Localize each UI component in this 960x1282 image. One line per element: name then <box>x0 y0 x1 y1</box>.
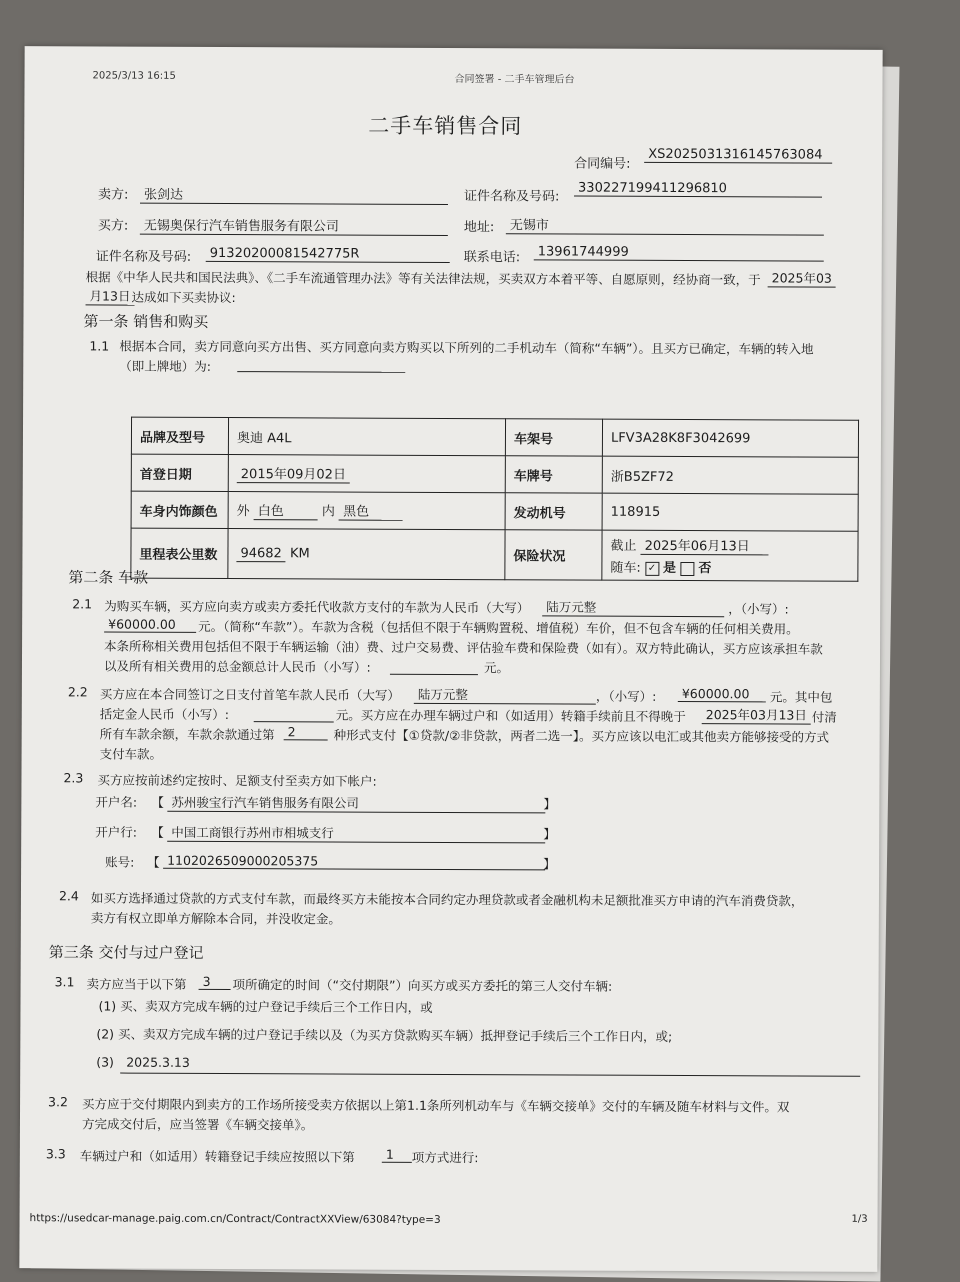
clause-2-1-number: 2.1 <box>72 596 93 612</box>
mileage-label: 里程表公里数 <box>131 528 228 578</box>
clause-2-1-amount-upper: 陆万元整 <box>542 597 724 617</box>
clause-2-2-text-f: 付清 <box>811 709 837 725</box>
mileage-unit: KM <box>289 545 310 561</box>
total-amount-blank <box>390 674 478 675</box>
checkbox-no <box>680 561 694 575</box>
clause-2-1-text-a: 为购买车辆，买方应向卖方或卖方委托代收款方支付的车款为人民币（大写） <box>104 598 530 616</box>
print-datetime: 2025/3/13 16:15 <box>92 70 176 82</box>
clause-2-1-text-e: 以及所有相关费用的总金额总计人民币（小写）: <box>103 658 371 675</box>
insurance-cell <box>602 530 858 581</box>
clause-3-1-text-a: 卖方应当于以下第 <box>86 976 187 992</box>
clause-2-2-text-g: 所有车款余额，车款余款通过第 <box>99 726 275 743</box>
deposit-blank <box>254 721 334 722</box>
clause-2-2-payment-way: 2 <box>284 724 328 740</box>
clause-2-1-text-c: 元。（简称“车款”）。车款为含税（包括但不限于车辆购置税、增值税）车价，但不包含车辆的任何相关费用。 <box>198 618 799 637</box>
clause-3-3-item: 1 <box>382 1147 412 1163</box>
intro-text-2: 达成如下买卖协议: <box>131 289 236 306</box>
exterior-label: 外 <box>236 504 250 520</box>
intro-date-1: 2025年03 <box>768 268 836 287</box>
clause-2-2-number: 2.2 <box>67 684 88 700</box>
account-name: 苏州骏宝行汽车销售服务有限公司 <box>167 793 545 814</box>
clause-2-1-amount-lower: ¥60000.00 <box>104 616 196 632</box>
clause-2-1-text-b: ，（小写）: <box>728 601 789 617</box>
option-3-underline <box>120 1073 860 1077</box>
brand-label: 品牌及型号 <box>131 417 228 454</box>
clause-3-2-text-a: 买方应于交付期限内到卖方的工作场所接受卖方依据以上第1.1条所列机动车与《车辆交接单》交付的车辆及随车材料与文件。双 <box>82 1096 790 1115</box>
intro-date-2: 月13日 <box>86 286 135 305</box>
clause-2-2-amount-upper: 陆万元整 <box>414 685 596 705</box>
mileage-value: 94682 <box>236 546 285 562</box>
address-label: 地址: <box>463 220 495 236</box>
seller-id-label: 证件名称及号码: <box>463 189 560 205</box>
reg-date-value: 2015年09月02日 <box>237 463 350 483</box>
interior-label: 内 <box>321 504 335 520</box>
footer-url: https://usedcar-manage.paig.com.cn/Contract/ContractXXView/63084?type=3 <box>29 1212 441 1226</box>
intro-text-1: 根据《中华人民共和国民法典》、《二手车流通管理办法》等有关法律法规，买卖双方本着平等、自愿原则，经协商一致，于 <box>85 269 761 288</box>
engine-value: 118915 <box>602 493 858 531</box>
clause-3-3-number: 3.3 <box>45 1146 66 1162</box>
no-label: 否 <box>698 561 712 577</box>
phone: 13961744999 <box>534 244 824 261</box>
account-name-label: 开户名: <box>95 794 138 810</box>
account-bank-label: 开户行: <box>95 824 137 840</box>
clause-2-4-number: 2.4 <box>58 888 79 904</box>
plate-value: 浙B5ZF72 <box>602 456 858 494</box>
account-no-label: 账号: <box>105 854 135 870</box>
clause-2-1-text-d: 本条所称相关费用包括但不限于车辆运输（油）费、过户交易费、评估验车费和保险费（如有）。双方特此确认，买方应该承担车款 <box>104 638 823 657</box>
clause-3-2-number: 3.2 <box>48 1094 68 1110</box>
color-label: 车身内饰颜色 <box>131 491 228 528</box>
clause-2-3-text: 买方应按前述约定按时、足额支付至卖方如下帐户: <box>97 772 377 789</box>
contract-page: 2025/3/13 16:15 合同签署 - 二手车管理后台 二手车销售合同 合同编号: XS2025031316145763084 卖方: 张剑达 证件名称及号码: 330227199411296810 买方: 无锡奥保行汽车销售服务有限公司 地址: 无锡市 证件名称及号码: 91320200081542775R 联系电话: 13961744999 根据《中华人民共和国民法典》、《二手车流通管理办法》等有关法律法规，买卖双方本着平等、自愿原则，经协商一致，于 2025年03 月13日 达成如下买卖协议: 第一条 销售和购买 1.1 根据本合同，卖方同意向买方出售、买方同意向卖方购买以下所列的二手机动车（简称“车辆”）。且买方已确定，车辆的转入地 （即上牌地）为: 品牌及型号 奥迪 A4L 车架号 LFV3A28K8F3042699 首登日期 2015年09月02日 车牌号 浙B5ZF72 车身内饰颜色 外 白色 内 黑色 发动机号 118915 里程表公里数 94682 KM 保险状况 截止 2025年06月13日 随车: ✓ 是 否 第二条 车款 2.1 为购买车辆，买方应向卖方或卖方委托代收款方支付的车款为人民币（大写） 陆万元整 ，（小写）: ¥60000.00 元。（简称“车款”）。车款为含税（包括但不限于车辆购置税、增值税）车价，但不包含车辆的任何相关费用。 本条所称相关费用包括但不限于车辆运输（油）费、过户交易费、评估验车费和保险费（如有）。双方特此确认，买方应该承担车款 以及所有相关费用的总金额总计人民币（小写）: 元。 2.2 买方应在本合同签订之日支付首笔车款人民币（大写） 陆万元整 ，（小写）: ¥60000.00 元。其中包 括定金人民币（小写）: 元。买方应在办理车辆过户和（如适用）转籍手续前且不得晚于 2025年03月13日 付清 所有车款余额，车款余款通过第 2 种形式支付【①贷款/②非贷款，两者二选一】。买方应该以电汇或其他卖方能够接受的方式 支付车款。 2.3 买方应按前述约定按时、足额支付至卖方如下帐户: 开户名: 【 苏州骏宝行汽车销售服务有限公司 】 开户行: 【 中国工商银行苏州市相城支行 】 账号: 【 1102026509000205375 】 2.4 如买方选择通过贷款的方式支付车款，而最终买方未能按本合同约定办理贷款或者金融机构未足额批准买方申请的汽车消费贷款， 卖方有权立即单方解除本合同，并没收定金。 第三条 交付与过户登记 3.1 卖方应当于以下第 3 项所确定的时间（“交付期限”）向买方或买方委托的第三人交付车辆: (1) 买、卖双方完成车辆的过户登记手续后三个工作日内，或 (2) 买、卖双方完成车辆的过户登记手续以及（为买方贷款购买车辆）抵押登记手续后三个工作日内，或; (3) 2025.3.13 3.2 买方应于交付期限内到卖方的工作场所接受卖方依据以上第1.1条所列机动车与《车辆交接单》交付的车辆及随车材料与文件。双 方完成交付后，应当签署《车辆交接单》。 3.3 车辆过户和（如适用）转籍登记手续应按照以下第 1 项方式进行: https://usedcar-manage.paig.com.cn/Contract/ContractXXView/63084?type=3 1/3 <box>19 46 882 1272</box>
clause-3-3-text-b: 项方式进行: <box>411 1149 479 1166</box>
clause-1-1-text: 根据本合同，卖方同意向买方出售、买方同意向卖方购买以下所列的二手机动车（简称“车辆”）。且买方已确定，车辆的转入地 <box>119 338 814 357</box>
account-bank: 中国工商银行苏州市相城支行 <box>167 823 545 844</box>
clause-2-1-text-f: 元。 <box>483 660 510 676</box>
clause-2-3-number: 2.3 <box>63 770 84 786</box>
clause-3-1-option-3-label: (3) <box>96 1054 114 1070</box>
exterior-color: 白色 <box>254 500 318 520</box>
clause-2-2-text-b: ，（小写）: <box>595 688 657 704</box>
clause-3-3-text-a: 车辆过户和（如适用）转籍登记手续应按照以下第 <box>79 1148 355 1165</box>
seller-id: 330227199411296810 <box>574 181 822 198</box>
plate-label: 车牌号 <box>505 456 602 493</box>
section-3-title: 第三条 交付与过户登记 <box>48 943 204 962</box>
seller-name: 张剑达 <box>140 184 448 205</box>
checkbox-yes-checked: ✓ <box>645 561 659 575</box>
buyer-id: 91320200081542775R <box>206 246 450 263</box>
insurance-until-label: 截止 <box>610 538 637 554</box>
clause-2-2-text-h: 种形式支付【①贷款/②非贷款，两者二选一】。买方应该以电汇或其他卖方能够接受的方式 <box>333 727 830 745</box>
clause-3-1-option-1: (1) 买、卖双方完成车辆的过户登记手续后三个工作日内，或 <box>98 998 433 1015</box>
color-cell <box>228 492 505 530</box>
clause-1-1-number: 1.1 <box>89 338 110 354</box>
clause-2-2-text-c: 元。其中包 <box>769 689 833 705</box>
mileage-cell <box>228 529 505 580</box>
vin-value: LFV3A28K8F3042699 <box>602 419 858 457</box>
insurance-label: 保险状况 <box>505 530 602 580</box>
with-car-label: 随车: <box>610 560 641 576</box>
buyer-id-label: 证件名称及号码: <box>95 249 192 265</box>
phone-label: 联系电话: <box>463 250 521 266</box>
account-no: 1102026509000205375 <box>163 853 545 871</box>
clause-1-1-text-2: （即上牌地）为: <box>119 358 212 374</box>
page-number: 1/3 <box>851 1213 868 1225</box>
buyer-name: 无锡奥保行汽车销售服务有限公司 <box>140 215 448 236</box>
clause-3-1-option-3: 2025.3.13 <box>126 1054 190 1070</box>
seller-label: 卖方: <box>97 187 129 203</box>
clause-2-2-text-i: 支付车款。 <box>99 746 163 762</box>
print-system-title: 合同签署 - 二手车管理后台 <box>454 74 575 86</box>
page-title: 二手车销售合同 <box>368 113 523 139</box>
clause-2-2-text-d: 括定金人民币（小写）: <box>99 706 230 723</box>
buyer-label: 买方: <box>97 218 129 234</box>
clause-2-2-due-date: 2025年03月13日 <box>702 705 811 724</box>
clause-2-4-text-b: 卖方有权立即单方解除本合同，并没收定金。 <box>90 910 341 927</box>
clause-3-1-number: 3.1 <box>54 974 75 990</box>
clause-3-1-text-b: 项所确定的时间（“交付期限”）向买方或买方委托的第三人交付车辆: <box>232 977 613 994</box>
insurance-until: 2025年06月13日 <box>641 535 769 556</box>
clause-2-2-amount-lower: ¥60000.00 <box>678 686 766 702</box>
vin-label: 车架号 <box>505 419 602 456</box>
section-1-title: 第一条 销售和购买 <box>83 312 209 331</box>
clause-3-1-item: 3 <box>199 974 231 990</box>
registration-place-blank <box>237 371 405 373</box>
clause-3-2-text-b: 方完成交付后，应当签署《车辆交接单》。 <box>81 1116 314 1133</box>
section-2-title: 第二条 车款 <box>68 568 149 587</box>
yes-label: 是 <box>663 560 677 576</box>
contract-no-label: 合同编号: <box>574 156 631 172</box>
clause-2-2-text-e: 元。买方应在办理车辆过户和（如适用）转籍手续前且不得晚于 <box>335 707 686 725</box>
clause-3-1-option-2: (2) 买、卖双方完成车辆的过户登记手续以及（为买方贷款购买车辆）抵押登记手续后三个工作日内，或; <box>96 1026 673 1044</box>
address: 无锡市 <box>506 214 824 235</box>
interior-color: 黑色 <box>339 501 403 521</box>
vehicle-table <box>130 417 859 582</box>
brand-value: 奥迪 A4L <box>228 418 505 456</box>
reg-date-label: 首登日期 <box>131 454 228 491</box>
clause-2-2-text-a: 买方应在本合同签订之日支付首笔车款人民币（大写） <box>99 686 400 703</box>
contract-no: XS2025031316145763084 <box>644 147 832 164</box>
clause-2-4-text-a: 如买方选择通过贷款的方式支付车款，而最终买方未能按本合同约定办理贷款或者金融机构未足额批准买方申请的汽车消费贷款， <box>90 890 804 909</box>
engine-label: 发动机号 <box>505 493 602 530</box>
